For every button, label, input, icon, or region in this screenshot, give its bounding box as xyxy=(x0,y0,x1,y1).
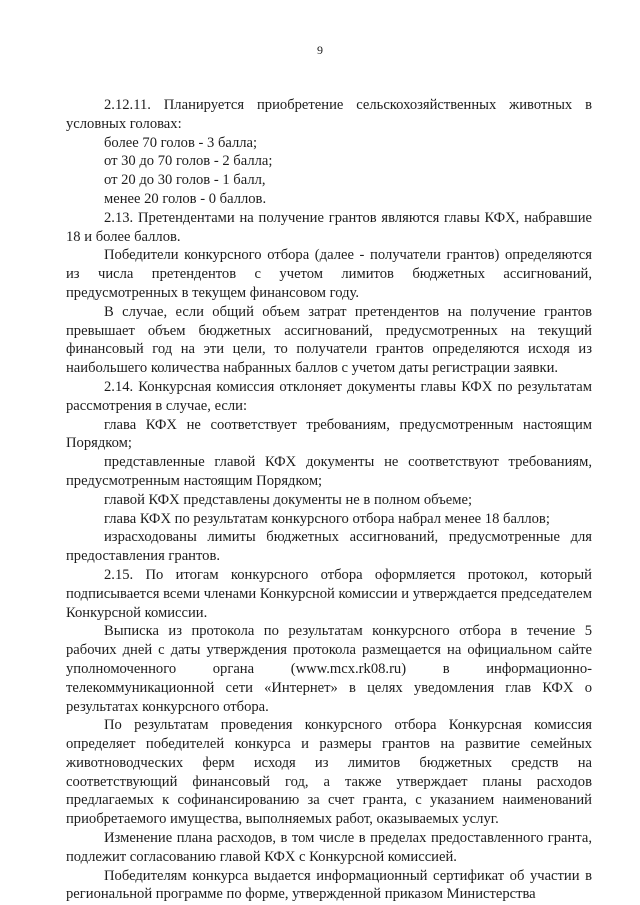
paragraph: Победителям конкурса выдается информационный сертификат об участии в региональной программе по форме, утвержденной приказом Министерства xyxy=(66,867,592,903)
list-item: менее 20 голов - 0 баллов. xyxy=(104,190,267,207)
paragraph: израсходованы лимиты бюджетных ассигнований, предусмотренные для предоставления грантов. xyxy=(66,529,592,565)
paragraph: В случае, если общий объем затрат претендентов на получение грантов превышает объем бюджетных ассигнований, предусмотренных на текущий финансовый год на эти цели, то получатели грантов определяются исходя из наибольшего количества набранных баллов с учетом даты регистрации заявки. xyxy=(66,303,592,377)
list-item: от 20 до 30 голов - 1 балл, xyxy=(104,172,266,189)
page-number: 9 xyxy=(317,43,323,57)
paragraph-2-14: 2.14. Конкурсная комиссия отклоняет документы главы КФХ по результатам рассмотрения в случае, если: xyxy=(66,378,592,414)
list-item: более 70 голов - 3 балла; xyxy=(104,134,258,151)
paragraph: Изменение плана расходов, в том числе в пределах предоставленного гранта, подлежит согласованию главой КФХ с Конкурсной комиссией. xyxy=(66,830,592,865)
list-item: главой КФХ представлены документы не в полном объеме; xyxy=(104,491,473,508)
list-item: от 30 до 70 голов - 2 балла; xyxy=(104,153,273,170)
paragraph-2-13: 2.13. Претендентами на получение грантов являются главы КФХ, набравшие 18 и более баллов. xyxy=(66,209,592,245)
paragraph: По результатам проведения конкурсного отбора Конкурсная комиссия определяет победителей конкурса и размеры грантов на развитие семейных животноводческих ферм исходя из лимитов бюджетных средств на соответствующий финансовый год, а также утверждает планы расходов предлагаемых к софинансированию за счет гранта, с указанием наименований приобретаемого имущества, выполняемых работ, оказываемых услуг. xyxy=(66,717,592,828)
paragraph-2-15: 2.15. По итогам конкурсного отбора оформляется протокол, который подписывается всеми членами Конкурсной комиссии и утверждается председателем Конкурсной комиссии. xyxy=(66,566,592,621)
paragraph: представленные главой КФХ документы не соответствуют требованиям, предусмотренным настоящим Порядком; xyxy=(66,454,592,489)
paragraph: Выписка из протокола по результатам конкурсного отбора в течение 5 рабочих дней с даты утверждения протокола размещается на официальном сайте уполномоченного органа (www.mcx.rk08.ru) в информационно-телекоммуникационной сети «Интернет» в целях уведомления глав КФХ о результатах конкурсного отбора. xyxy=(66,623,592,715)
document-body xyxy=(66,96,592,904)
paragraph: глава КФХ не соответствует требованиям, предусмотренным настоящим Порядком; xyxy=(66,416,592,452)
paragraph-2-12-11: 2.12.11. Планируется приобретение сельскохозяйственных животных в условных головах: xyxy=(66,97,592,132)
list-item: глава КФХ по результатам конкурсного отбора набрал менее 18 баллов; xyxy=(104,510,550,527)
paragraph: Победители конкурсного отбора (далее - получатели грантов) определяются из числа претендентов с учетом лимитов бюджетных ассигнований, предусмотренных в текущем финансовом году. xyxy=(66,247,592,301)
